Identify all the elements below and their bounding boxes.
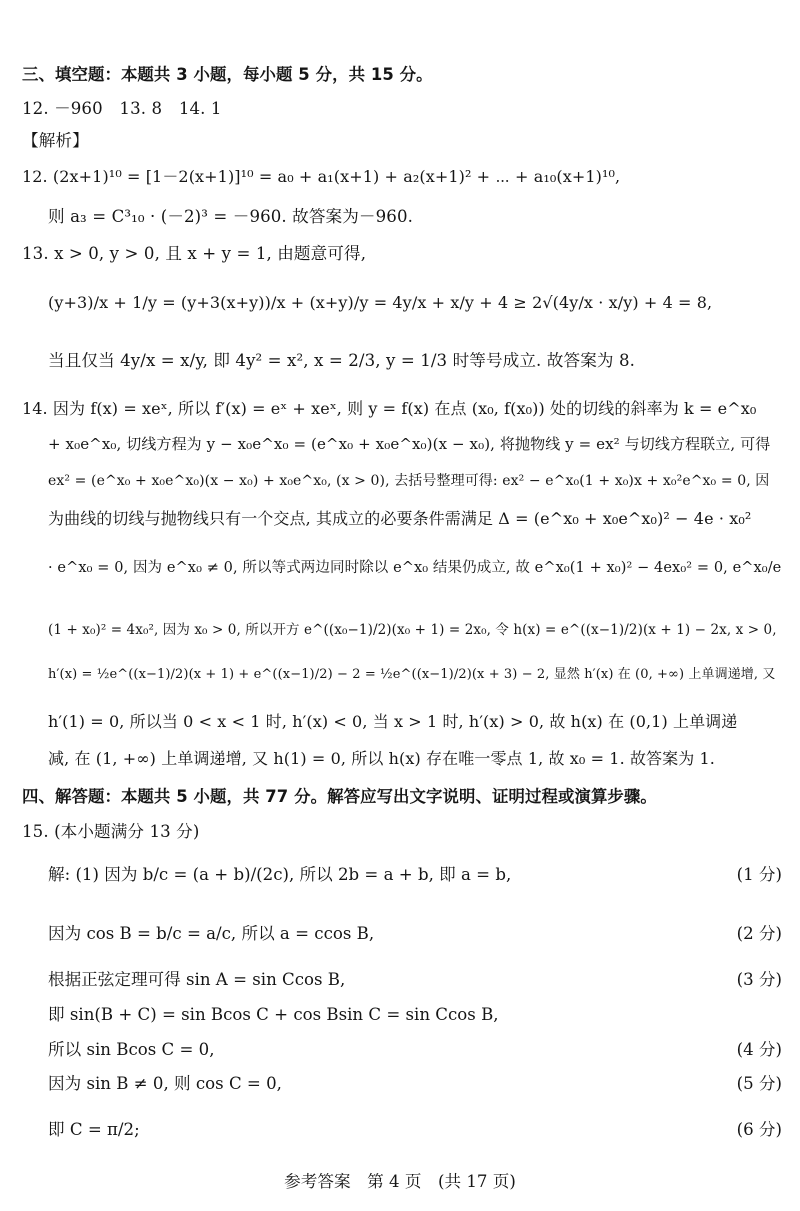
page-footer: 参考答案 第 4 页 (共 17 页) [284, 1172, 516, 1191]
q14-line-3: ex² = (e^x₀ + x₀e^x₀)(x − x₀) + x₀e^x₀, (x > 0), 去括号整理可得: ex² − e^x₀(1 + x₀)x + x₀²e^x₀ = 0, 因 [48, 473, 770, 489]
step-text: 因为 sin B ≠ 0, 则 cos C = 0, [48, 1074, 282, 1093]
step-text: 根据正弦定理可得 sin A = sin Ccos B, [48, 970, 346, 989]
q15-step-4 [48, 998, 782, 1028]
step-text: 解: (1) 因为 b/c = (a + b)/(2c), 所以 2b = a + b, 即 a = b, [48, 865, 512, 884]
step-points: (1 分) [736, 865, 782, 884]
step-points: (4 分) [736, 1040, 782, 1059]
q13-line-3: 当且仅当 4y/x = x/y, 即 4y² = x², x = 2/3, y = 1/3 时等号成立. 故答案为 8. [48, 351, 635, 370]
section3-header: 三、填空题：本题共 3 小题，每小题 5 分，共 15 分。 [22, 65, 433, 84]
q15-step-5 [48, 1033, 782, 1063]
q13-line-2: (y+3)/x + 1/y = (y+3(x+y))/x + (x+y)/y = 4y/x + x/y + 4 ≥ 2√(4y/x · x/y) + 4 = 8, [48, 293, 713, 312]
q12-line-1: 12. (2x+1)¹⁰ = [1－2(x+1)]¹⁰ = a₀ + a₁(x+1) + a₂(x+1)² + ⋯ + a₁₀(x+1)¹⁰, [22, 167, 621, 186]
q15-step-7 [48, 1113, 782, 1143]
q14-line-7: h′(x) = ½e^((x−1)/2)(x + 1) + e^((x−1)/2) − 2 = ½e^((x−1)/2)(x + 3) − 2, 显然 h′(x) 在 (0, +∞) 上单调递增, 又 [48, 667, 776, 682]
analysis-label: 【解析】 [22, 131, 89, 150]
q14-line-4: 为曲线的切线与抛物线只有一个交点, 其成立的必要条件需满足 Δ = (e^x₀ + x₀e^x₀)² − 4e · x₀² [48, 509, 752, 528]
fill-in-answers: 12. －960 13. 8 14. 1 [22, 99, 222, 118]
q15-step-2 [48, 917, 782, 947]
step-text: 即 C = π/2; [48, 1120, 140, 1139]
step-points: (3 分) [736, 970, 782, 989]
q14-line-8: h′(1) = 0, 所以当 0 < x < 1 时, h′(x) < 0, 当 x > 1 时, h′(x) > 0, 故 h(x) 在 (0,1) 上单调递 [48, 712, 738, 731]
step-points: (6 分) [736, 1120, 782, 1139]
q14-line-1: 14. 因为 f(x) = xeˣ, 所以 f′(x) = eˣ + xeˣ, 则 y = f(x) 在点 (x₀, f(x₀)) 处的切线的斜率为 k = e^x₀ [22, 399, 757, 418]
step-text: 因为 cos B = b/c = a/c, 所以 a = ccos B, [48, 924, 375, 943]
q14-line-2: + x₀e^x₀, 切线方程为 y − x₀e^x₀ = (e^x₀ + x₀e^x₀)(x − x₀), 将抛物线 y = ex² 与切线方程联立, 可得 [48, 435, 771, 453]
step-text: 即 sin(B + C) = sin Bcos C + cos Bsin C = sin Ccos B, [48, 1005, 499, 1024]
q14-line-6: (1 + x₀)² = 4x₀², 因为 x₀ > 0, 所以开方 e^((x₀−1)/2)(x₀ + 1) = 2x₀, 令 h(x) = e^((x−1)/2)(x + 1) − 2x, x > 0, [48, 622, 777, 638]
q14-line-9: 减, 在 (1, +∞) 上单调递增, 又 h(1) = 0, 所以 h(x) 存在唯一零点 1, 故 x₀ = 1. 故答案为 1. [48, 749, 715, 768]
q14-line-5: · e^x₀ = 0, 因为 e^x₀ ≠ 0, 所以等式两边同时除以 e^x₀ 结果仍成立, 故 e^x₀(1 + x₀)² − 4ex₀² = 0, e^x₀/e [48, 560, 782, 576]
step-points: (5 分) [736, 1074, 782, 1093]
step-points: (2 分) [736, 924, 782, 943]
q15-step-3 [48, 963, 782, 993]
q13-line-1: 13. x > 0, y > 0, 且 x + y = 1, 由题意可得, [22, 244, 367, 263]
step-text: 所以 sin Bcos C = 0, [48, 1040, 215, 1059]
q12-line-2: 则 a₃ = C³₁₀ · (－2)³ = －960. 故答案为－960. [48, 207, 413, 226]
q15-step-6 [48, 1067, 782, 1097]
q15-step-1 [48, 858, 782, 888]
section4-header: 四、解答题：本题共 5 小题，共 77 分。解答应写出文字说明、证明过程或演算步骤。 [22, 787, 657, 806]
q15-title: 15. (本小题满分 13 分) [22, 822, 200, 841]
